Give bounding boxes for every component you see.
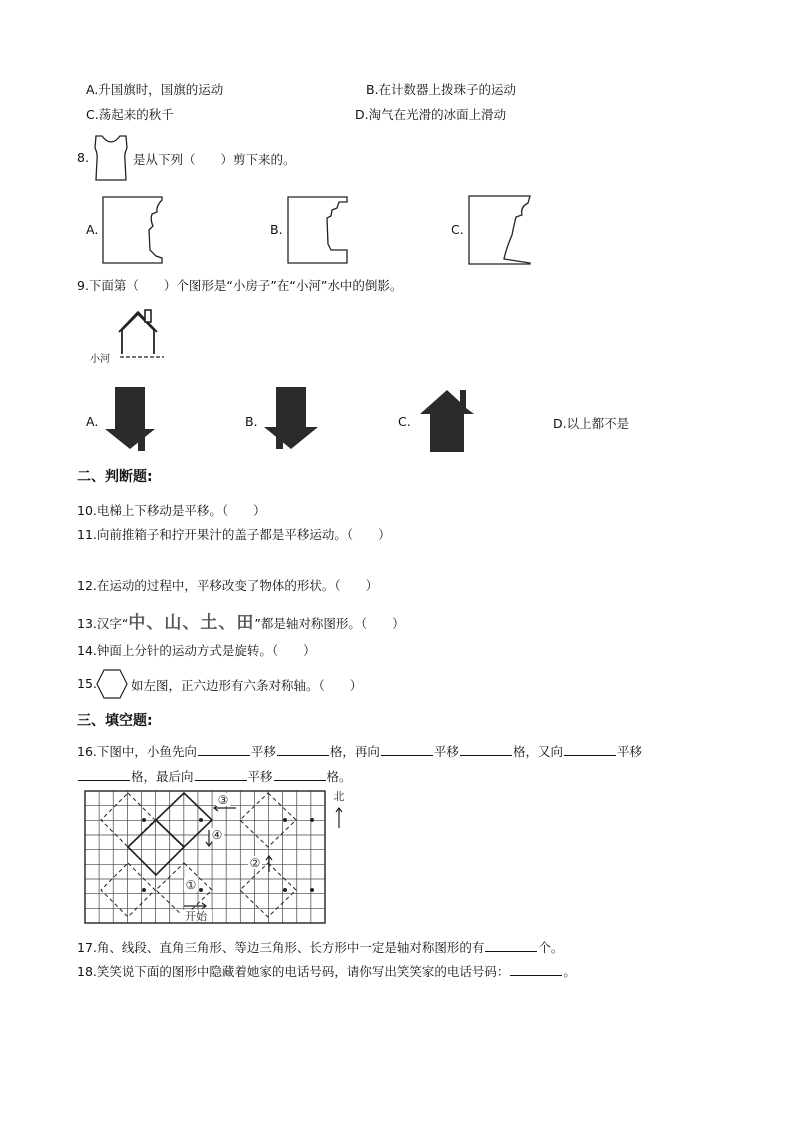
q8-option-c: C. bbox=[451, 222, 464, 237]
fish-grid-figure bbox=[84, 790, 345, 925]
q16-line2 bbox=[77, 767, 352, 785]
q13 bbox=[77, 608, 405, 633]
q16-text-4: 平移 bbox=[433, 744, 459, 759]
q15-question: 如左图，正六边形有六条对称轴。（ ） bbox=[131, 678, 363, 693]
answer-blank[interactable] bbox=[510, 964, 562, 976]
q18 bbox=[77, 962, 576, 980]
q9-option-c: C. bbox=[398, 414, 411, 429]
q16-text-8: 平移 bbox=[247, 769, 273, 784]
section2-title: 二、判断题: bbox=[77, 469, 153, 485]
answer-blank[interactable] bbox=[277, 744, 329, 756]
q9-question: 9.下面第（ ）个图形是“小房子”在“小河”水中的倒影。 bbox=[77, 278, 403, 293]
north-label: 北 bbox=[333, 790, 345, 803]
q9-option-d: D.以上都不是 bbox=[553, 416, 630, 431]
answer-blank[interactable] bbox=[564, 744, 616, 756]
q16-text-7: 格，最后向 bbox=[131, 769, 194, 784]
q7-option-b: B.在计数器上拨珠子的运动 bbox=[366, 82, 517, 97]
q8-question: 是从下列（ ）剪下来的。 bbox=[133, 152, 296, 167]
q17 bbox=[77, 938, 563, 956]
q16-text-6: 平移 bbox=[616, 744, 642, 759]
q9-figure-b bbox=[262, 385, 320, 451]
q9-option-a: A. bbox=[86, 414, 99, 429]
answer-blank[interactable] bbox=[78, 769, 130, 781]
marker-3: ③ bbox=[217, 793, 229, 807]
q7-option-d: D.淘气在光滑的冰面上滑动 bbox=[355, 107, 507, 122]
hexagon-icon bbox=[96, 669, 128, 699]
q16-text-2: 平移 bbox=[250, 744, 276, 759]
q8-option-a: A. bbox=[86, 222, 99, 237]
q18-text: 18.笑笑说下面的图形中隐藏着她家的电话号码，请你写出笑笑家的电话号码： bbox=[77, 964, 510, 979]
q7-option-a: A.升国旗时，国旗的运动 bbox=[86, 82, 224, 97]
q13-suffix: ”都是轴对称图形。（ ） bbox=[254, 616, 405, 631]
q9-figure-a bbox=[103, 385, 157, 451]
q16-text-5: 格，又向 bbox=[512, 744, 563, 759]
q11: 11.向前推箱子和拧开果汁的盖子都是平移运动。（ ） bbox=[77, 527, 391, 542]
q13-characters: 中、山、土、田 bbox=[128, 613, 255, 633]
q17-text: 17.角、线段、直角三角形、等边三角形、长方形中一定是轴对称图形的有 bbox=[77, 940, 485, 955]
q16-line1 bbox=[77, 742, 642, 760]
q16-text-9: 格。 bbox=[326, 769, 352, 784]
q7-option-c: C.荡起来的秋千 bbox=[86, 107, 174, 122]
section3-title: 三、填空题: bbox=[77, 713, 153, 729]
marker-4: ④ bbox=[211, 828, 223, 842]
answer-blank[interactable] bbox=[274, 769, 326, 781]
marker-1: ① bbox=[185, 878, 197, 892]
answer-blank[interactable] bbox=[381, 744, 433, 756]
q9-option-b: B. bbox=[245, 414, 258, 429]
start-label: 开始 bbox=[185, 910, 207, 923]
q18-end: 。 bbox=[563, 964, 576, 979]
answer-blank[interactable] bbox=[460, 744, 512, 756]
q8-figure-c bbox=[468, 195, 532, 265]
q8-figure-b bbox=[287, 196, 349, 264]
small-house-figure bbox=[118, 308, 158, 358]
answer-blank[interactable] bbox=[485, 940, 537, 952]
answer-blank[interactable] bbox=[198, 744, 250, 756]
q13-prefix: 13.汉字“ bbox=[77, 616, 129, 631]
vest-icon bbox=[90, 134, 132, 182]
q9-figure-c bbox=[418, 386, 476, 452]
marker-2: ② bbox=[249, 856, 261, 870]
q10: 10.电梯上下移动是平移。（ ） bbox=[77, 503, 266, 518]
q14: 14.钟面上分针的运动方式是旋转。（ ） bbox=[77, 643, 316, 658]
q8-figure-a bbox=[102, 196, 164, 264]
q8-option-b: B. bbox=[270, 222, 283, 237]
river-label: 小河 bbox=[90, 354, 110, 365]
q16-text-1: 16.下图中，小鱼先向 bbox=[77, 744, 197, 759]
q16-text-3: 格，再向 bbox=[329, 744, 380, 759]
q12: 12.在运动的过程中，平移改变了物体的形状。（ ） bbox=[77, 578, 379, 593]
river-line bbox=[120, 355, 164, 359]
q15-number: 15. bbox=[77, 676, 97, 691]
answer-blank[interactable] bbox=[195, 769, 247, 781]
q17-unit: 个。 bbox=[538, 940, 564, 955]
q8-number: 8. bbox=[77, 150, 89, 165]
